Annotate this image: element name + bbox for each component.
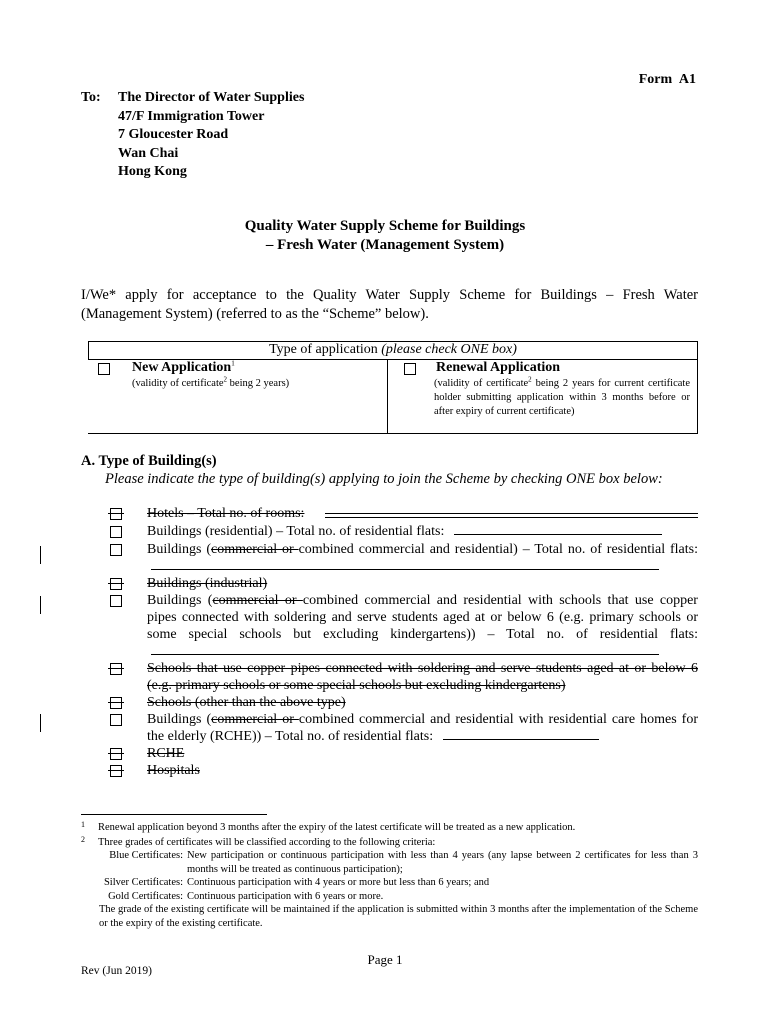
application-type-instruction: (please check ONE box) — [381, 342, 517, 357]
document-title — [0, 217, 770, 255]
building-type-checkbox — [110, 508, 122, 520]
building-type-checkbox — [110, 748, 122, 760]
address-line: 47/F Immigration Tower — [118, 108, 265, 124]
renewal-application-label: Renewal Application — [436, 360, 561, 375]
address-line: The Director of Water Supplies — [118, 90, 305, 105]
application-type-table — [88, 341, 698, 434]
grade-gold: Gold Certificates: Continuous participation with 6 years or more. — [108, 890, 384, 902]
address-line: Hong Kong — [118, 164, 187, 179]
building-type-checkbox — [110, 578, 122, 590]
footnote-divider — [81, 814, 267, 815]
building-type-item: Buildings (industrial) — [105, 575, 698, 592]
footnotes — [81, 821, 698, 930]
building-type-checkbox — [110, 697, 122, 709]
building-type-item: Buildings (commercial or combined commercial and residential with schools that use copper pipes connected with soldering and serve students aged at or below 6 (e.g. primary schools or some special schools but excluding kindergartens)) – Total no. of residential flats: — [105, 592, 698, 660]
building-type-item: Hospitals — [105, 762, 698, 779]
revision-mark — [40, 596, 41, 614]
new-application-label: New Application$^1$ — [132, 359, 235, 375]
title-line-2: – Fresh Water (Management System) — [265, 237, 505, 253]
footnote-2: 2 Three grades of certificates will be classified according to the following criteria: — [81, 834, 436, 848]
footnote-1: 1 Renewal application beyond 3 months after the expiry of the latest certificate will be treated as a new application. — [81, 820, 576, 833]
building-type-checkbox[interactable] — [110, 526, 122, 538]
building-type-checkbox — [110, 663, 122, 675]
building-type-item: Buildings (commercial or combined commercial and residential with residential care homes for the elderly (RCHE)) – Total no. of residential flats: — [105, 711, 698, 745]
new-application-checkbox[interactable] — [98, 363, 110, 375]
form-id: Form A1 — [638, 72, 696, 87]
residential-flats-field[interactable] — [151, 643, 659, 655]
address-line: 7 Gloucester Road — [118, 127, 229, 142]
building-type-checkbox[interactable] — [110, 595, 122, 607]
page-number: Page 1 — [367, 952, 403, 967]
revision-mark — [40, 546, 41, 564]
building-type-item: Schools that use copper pipes connected with soldering and serve students aged at or below 6 (e.g. primary schools or some special schools but excluding kindergartens) — [105, 660, 698, 694]
footnote-note: The grade of the existing certificate will be maintained if the application is submitted within 3 months after the implementation of the Scheme or the expiry of the existing certificate. — [99, 904, 698, 929]
title-line-1: Quality Water Supply Scheme for Buildings — [244, 218, 526, 234]
building-type-item: Buildings (residential) – Total no. of residential flats: — [105, 523, 698, 540]
building-type-checkbox[interactable] — [110, 714, 122, 726]
building-type-checkbox — [110, 765, 122, 777]
section-a-instruction: Please indicate the type of building(s) applying to join the Scheme by checking ONE box below: — [105, 471, 663, 487]
building-type-item: Buildings (commercial or combined commercial and residential) – Total no. of residential flats: — [105, 541, 698, 575]
residential-flats-field[interactable] — [454, 523, 662, 535]
building-type-item: Schools (other than the above type) — [105, 694, 698, 711]
address-line: Wan Chai — [118, 145, 179, 161]
to-label: To: — [81, 90, 101, 105]
building-type-item: RCHE — [105, 745, 698, 762]
building-type-item: Hotels – Total no. of rooms: — [105, 505, 698, 522]
building-type-list — [105, 505, 698, 779]
renewal-application-checkbox[interactable] — [404, 363, 416, 375]
address-block — [81, 89, 304, 182]
section-a-title: A. Type of Building(s) — [81, 453, 217, 469]
building-type-checkbox[interactable] — [110, 544, 122, 556]
grade-blue: Blue Certificates: New participation or continuous participation with less than 4 years (any lapse between 2 certificates for less than 3 months will be treated as continuous participation); — [109, 850, 698, 875]
revision-label: Rev (Jun 2019) — [81, 965, 152, 977]
revision-mark — [40, 714, 41, 732]
intro-paragraph: I/We* apply for acceptance to the Quality Water Supply Scheme for Buildings – Fresh Water (Management System) (referred to as the “Scheme” below). — [81, 287, 698, 322]
residential-flats-field[interactable] — [151, 558, 659, 570]
renewal-application-note: (validity of certificate$^2$ being 2 years for current certificate holder submitting application within 3 months before or after expiry of current certificate) — [434, 375, 690, 417]
new-application-note: (validity of certificate$^2$ being 2 years) — [132, 375, 290, 389]
residential-flats-field[interactable] — [443, 728, 599, 740]
application-type-heading: Type of application (please check ONE box) — [269, 342, 517, 357]
grade-silver: Silver Certificates: Continuous participation with 4 years or more but less than 6 years; and — [103, 877, 490, 888]
